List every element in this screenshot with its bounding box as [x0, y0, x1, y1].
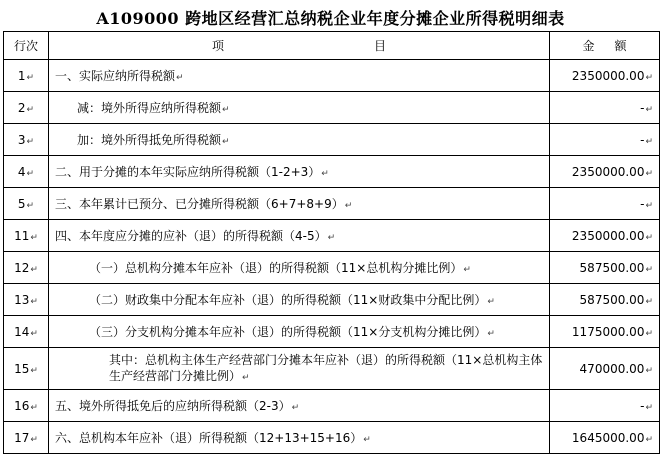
table-row — [4, 188, 660, 220]
amount-value: -↵ — [550, 188, 660, 220]
amount-value: -↵ — [550, 92, 660, 124]
amount-value: 587500.00↵ — [550, 252, 660, 284]
amount-value: -↵ — [550, 124, 660, 156]
header-amount-b: 额 — [614, 39, 627, 53]
item-text: 二、用于分摊的本年实际应纳所得税额（1-2+3）↵ — [49, 156, 550, 188]
line-no: 11↵ — [4, 220, 49, 252]
amount-value: 2350000.00↵ — [550, 156, 660, 188]
line-no: 13↵ — [4, 284, 49, 316]
item-text: 减：境外所得应纳所得税额↵ — [49, 92, 550, 124]
header-line-no: 行次 — [4, 32, 49, 60]
table-row — [4, 156, 660, 188]
table-row — [4, 390, 660, 422]
table-row — [4, 252, 660, 284]
line-no: 2↵ — [4, 92, 49, 124]
line-no: 14↵ — [4, 316, 49, 348]
table-row — [4, 284, 660, 316]
header-item-a: 项 — [211, 39, 224, 53]
amount-value: 1645000.00↵ — [550, 422, 660, 454]
item-text: 加：境外所得抵免所得税额↵ — [49, 124, 550, 156]
header-amount — [550, 32, 660, 60]
line-no: 5↵ — [4, 188, 49, 220]
amount-value: 587500.00↵ — [550, 284, 660, 316]
header-item-b: 目 — [374, 39, 387, 53]
table-row — [4, 92, 660, 124]
line-no: 15↵ — [4, 348, 49, 390]
item-text: （一）总机构分摊本年应补（退）的所得税额（11×总机构分摊比例）↵ — [49, 252, 550, 284]
line-no: 16↵ — [4, 390, 49, 422]
tax-table — [3, 31, 660, 454]
line-no: 4↵ — [4, 156, 49, 188]
item-text: 一、实际应纳所得税额↵ — [49, 60, 550, 92]
table-row — [4, 124, 660, 156]
amount-value: -↵ — [550, 390, 660, 422]
line-no: 12↵ — [4, 252, 49, 284]
line-no: 1↵ — [4, 60, 49, 92]
line-no: 17↵ — [4, 422, 49, 454]
item-text: 五、境外所得抵免后的应纳所得税额（2-3）↵ — [49, 390, 550, 422]
amount-value: 2350000.00↵ — [550, 60, 660, 92]
form-title: A109000 跨地区经营汇总纳税企业年度分摊企业所得税明细表 — [96, 9, 565, 28]
table-row — [4, 316, 660, 348]
item-text: （三）分支机构分摊本年应补（退）的所得税额（11×分支机构分摊比例）↵ — [49, 316, 550, 348]
amount-value: 470000.00↵ — [550, 348, 660, 390]
table-row — [4, 348, 660, 390]
table-row — [4, 422, 660, 454]
line-no: 3↵ — [4, 124, 49, 156]
table-row — [4, 60, 660, 92]
item-text: 三、本年累计已预分、已分摊所得税额（6+7+8+9）↵ — [49, 188, 550, 220]
table-row — [4, 220, 660, 252]
item-text: （二）财政集中分配本年应补（退）的所得税额（11×财政集中分配比例）↵ — [49, 284, 550, 316]
item-text: 其中：总机构主体生产经营部门分摊本年应补（退）的所得税额（11×总机构主体生产经营部门分摊比例）↵ — [49, 348, 550, 390]
amount-value: 2350000.00↵ — [550, 220, 660, 252]
header-amount-a: 金 — [582, 39, 595, 53]
table-header-row — [4, 32, 660, 60]
header-item — [49, 32, 550, 60]
item-text: 六、总机构本年应补（退）所得税额（12+13+15+16）↵ — [49, 422, 550, 454]
amount-value: 1175000.00↵ — [550, 316, 660, 348]
item-text: 四、本年度应分摊的应补（退）的所得税额（4-5）↵ — [49, 220, 550, 252]
